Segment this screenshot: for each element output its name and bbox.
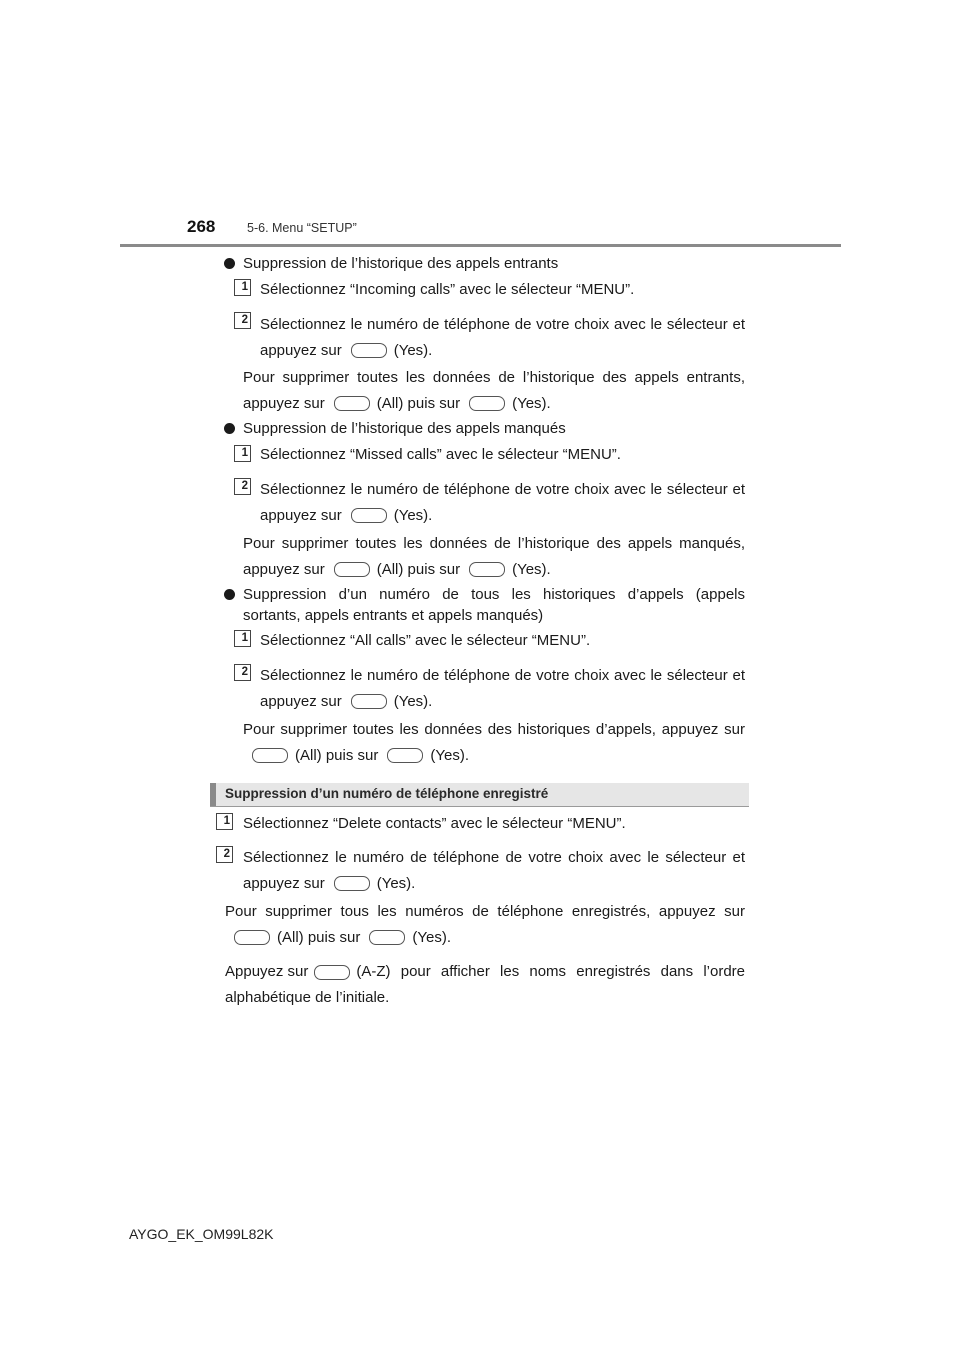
section2-note-line1: Pour supprimer toutes les données de l’historique des appels manqués,	[243, 535, 745, 552]
section2-title: Suppression de l’historique des appels manqués	[243, 420, 566, 437]
text: (Yes).	[512, 561, 551, 578]
step-number-2: 2	[234, 664, 251, 681]
yes-button-icon	[351, 508, 387, 523]
subsection-note-line2	[225, 929, 451, 947]
step-number-2: 2	[216, 846, 233, 863]
section1-step1: Sélectionnez “Incoming calls” avec le sélecteur “MENU”.	[260, 281, 635, 298]
all-button-icon	[334, 396, 370, 411]
text: (Yes).	[393, 507, 433, 524]
text: appuyez sur	[260, 507, 342, 524]
text: (All) puis sur	[376, 395, 461, 412]
text: (Yes).	[512, 395, 551, 412]
text: (A-Z) pour afficher les noms enregistrés dans l’ordre	[356, 963, 745, 980]
page-number: 268	[187, 217, 216, 236]
section3-step2-line1: Sélectionnez le numéro de téléphone de votre choix avec le sélecteur et	[260, 667, 745, 684]
section2-step2-line2	[260, 507, 432, 525]
subsection-az-line1	[225, 963, 745, 981]
subsection-step1: Sélectionnez “Delete contacts” avec le sélecteur “MENU”.	[243, 815, 626, 832]
yes-button-icon	[351, 343, 387, 358]
subsection-step2-line2	[243, 875, 415, 893]
step-number-2: 2	[234, 478, 251, 495]
section3-title-line2: sortants, appels entrants et appels manqués)	[243, 607, 544, 624]
section3-note-line2	[243, 747, 469, 765]
text: (All) puis sur	[376, 561, 461, 578]
step-number-1: 1	[234, 279, 251, 296]
step-number-1: 1	[216, 813, 233, 830]
yes-button-icon	[387, 748, 423, 763]
yes-button-icon	[369, 930, 405, 945]
subsection-heading-text: Suppression d’un numéro de téléphone enregistré	[225, 786, 549, 801]
subsection-rule	[210, 806, 749, 807]
all-button-icon	[252, 748, 288, 763]
step-number-1: 1	[234, 630, 251, 647]
subsection-heading	[210, 783, 749, 806]
step-number-1: 1	[234, 445, 251, 462]
text: (Yes).	[393, 693, 433, 710]
text: (Yes).	[412, 929, 451, 946]
text: appuyez sur	[243, 395, 325, 412]
yes-button-icon	[351, 694, 387, 709]
bullet-icon	[224, 423, 235, 434]
section1-title: Suppression de l’historique des appels entrants	[243, 255, 559, 272]
yes-button-icon	[469, 396, 505, 411]
text: (Yes).	[430, 747, 469, 764]
section3-step2-line2	[260, 693, 432, 711]
section1-note-line2	[243, 395, 551, 413]
all-button-icon	[234, 930, 270, 945]
yes-button-icon	[469, 562, 505, 577]
section3-title-line1: Suppression d’un numéro de tous les historiques d’appels (appels	[243, 586, 745, 603]
section2-step1: Sélectionnez “Missed calls” avec le sélecteur “MENU”.	[260, 446, 621, 463]
section1-step2-line1: Sélectionnez le numéro de téléphone de votre choix avec le sélecteur et	[260, 316, 745, 333]
az-button-icon	[314, 965, 350, 980]
text: appuyez sur	[243, 561, 325, 578]
section2-note-line2	[243, 561, 551, 579]
section1-note-line1: Pour supprimer toutes les données de l’historique des appels entrants,	[243, 369, 745, 386]
page-header	[0, 0, 960, 260]
subsection-step2-line1: Sélectionnez le numéro de téléphone de votre choix avec le sélecteur et	[243, 849, 745, 866]
text: appuyez sur	[243, 875, 325, 892]
section3-note-line1: Pour supprimer toutes les données des historiques d’appels, appuyez sur	[243, 721, 745, 738]
step-number-2: 2	[234, 312, 251, 329]
header-rule	[120, 244, 841, 247]
text: (All) puis sur	[277, 929, 361, 946]
yes-button-icon	[334, 876, 370, 891]
text: (Yes).	[376, 875, 416, 892]
text: appuyez sur	[260, 342, 342, 359]
document-code: AYGO_EK_OM99L82K	[129, 1226, 274, 1242]
section2-step2-line1: Sélectionnez le numéro de téléphone de votre choix avec le sélecteur et	[260, 481, 745, 498]
all-button-icon	[334, 562, 370, 577]
section-title: 5-6. Menu “SETUP”	[247, 221, 357, 235]
text: (Yes).	[393, 342, 433, 359]
subsection-az-line2: alphabétique de l’initiale.	[225, 989, 390, 1006]
text: appuyez sur	[260, 693, 342, 710]
subsection-note-line1: Pour supprimer tous les numéros de téléphone enregistrés, appuyez sur	[225, 903, 745, 920]
bullet-icon	[224, 258, 235, 269]
text: Appuyez sur	[225, 963, 309, 980]
text: (All) puis sur	[295, 747, 379, 764]
bullet-icon	[224, 589, 235, 600]
section3-step1: Sélectionnez “All calls” avec le sélecteur “MENU”.	[260, 632, 591, 649]
section1-step2-line2	[260, 342, 432, 360]
